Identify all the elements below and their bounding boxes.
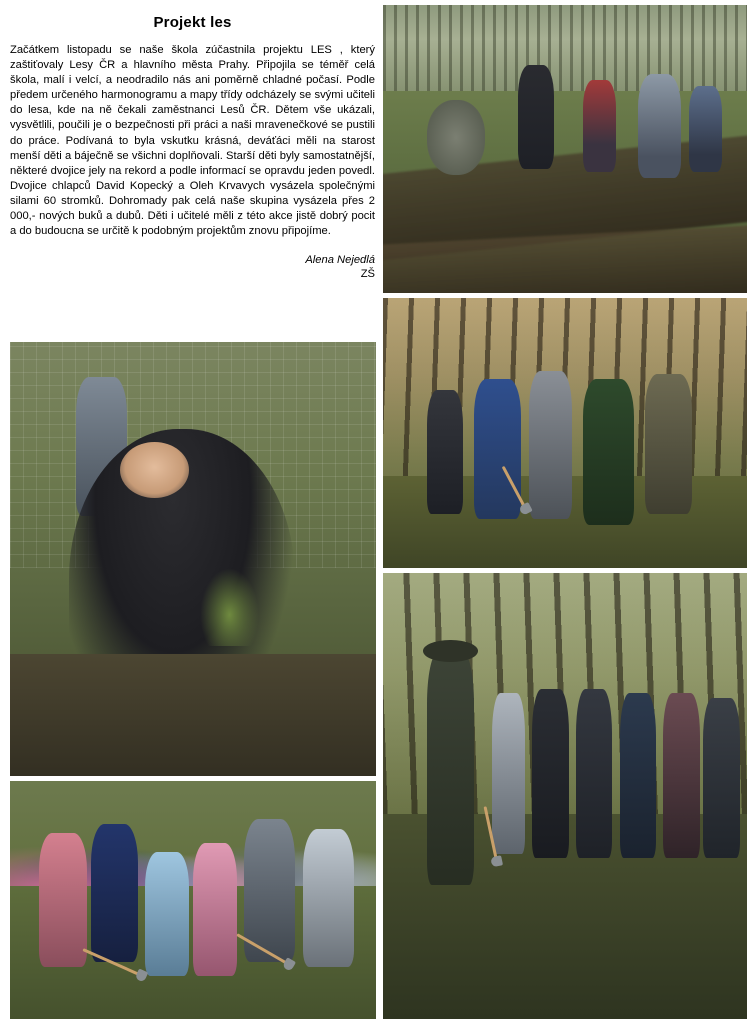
figure-pupil-khaki: [645, 374, 692, 514]
figure-pupil-6: [703, 698, 739, 859]
seedling-icon: [200, 568, 259, 646]
figure-pupil-2: [532, 689, 568, 858]
article-body-text: Začátkem listopadu se naše škola zúčastnila projektu LES , který zaštiťovaly Lesy ČR a hlavního města Prahy. Připojila se téměř celá škola, malí i velcí, a neodradilo nás ani poměrně chladné počasí. Podle předem určeného harmonogramu a mapy třídy odcházely se svými učiteli do lesa, kde na ně čekali zaměstnanci Lesů ČR. Dětem vše ukázali, vysvětlili, poučili je o bezpečnosti při práci a naši mravenečkové se pustili do práce. Podívaná to byla vskutku krásná, deváťáci měli na starost menší děti a báječně se všichni doplňovali. Starší děti byly samostatnější, některé dvojice jely na rekord a podle informací se opravdu jeden povedl. Dvojice chlapců David Kopecký a Oleh Krvavych vysázela společnými silami 60 stromků. Dohromady pak celá naše skupina vysázela přes 2 000,- nových buků a dubů. Děti i učitelé měli z této akce jistě dobrý pocit a do budoucna se určitě k podobným projektům znovu připojíme.: [10, 44, 375, 238]
figure-pupil-5: [663, 693, 699, 858]
figure-pupil-dark-left: [427, 390, 463, 514]
photo-boy-planting: [10, 342, 376, 776]
figure-pupil-grey: [638, 74, 682, 178]
figure-pupil-green-jacket: [583, 379, 634, 525]
photo-children-spades: [10, 781, 376, 1019]
figure-child-blue: [91, 824, 139, 962]
figure-child-white: [303, 829, 354, 967]
figure-forester: [427, 653, 474, 885]
page-title: Projekt les: [153, 14, 232, 31]
figure-child-pink: [39, 833, 87, 966]
article-signature: [10, 253, 375, 281]
photo-forester-talk: [383, 573, 747, 1019]
figure-pupil-blue-jacket: [474, 379, 521, 519]
figure-pupil-grey-hoodie: [529, 371, 573, 520]
figure-pupil-dark: [518, 65, 554, 169]
figure-pupil-1: [492, 693, 525, 854]
author-name: Alena Nejedlá: [305, 254, 375, 267]
figure-pupil-4: [620, 693, 656, 858]
boy-face: [120, 442, 190, 498]
figure-child-lightblue: [145, 852, 189, 976]
article-column: [10, 8, 375, 281]
figure-pupil-red: [583, 80, 616, 172]
photo-group-forest: [383, 298, 747, 568]
photo-planting-meadow: [383, 5, 747, 293]
soil-patch: [10, 654, 376, 776]
figure-bending-adult: [427, 100, 485, 175]
figure-child-rose: [193, 843, 237, 976]
figure-pupil-3: [576, 689, 612, 858]
author-school: ZŠ: [360, 268, 375, 281]
forester-hat-icon: [423, 640, 478, 662]
figure-pupil-blue: [689, 86, 722, 172]
